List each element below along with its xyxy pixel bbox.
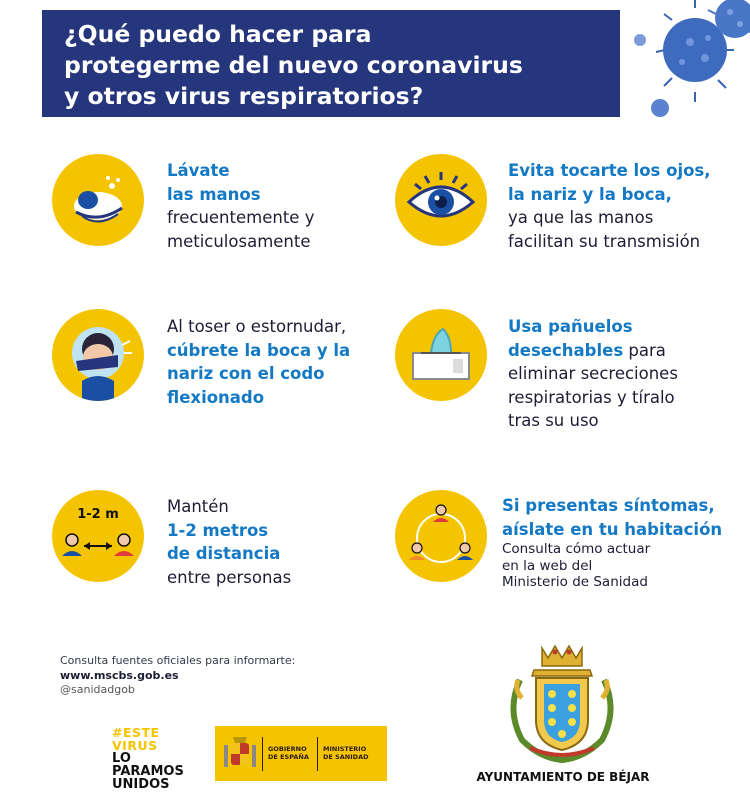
tip-wash-hands-text: [167, 159, 314, 253]
title-banner: [42, 10, 620, 117]
tip-normal: para: [623, 340, 666, 360]
gov-label: [268, 745, 309, 761]
tip-tissues-text: [508, 315, 678, 433]
tip-line: Consulta cómo actuar: [502, 541, 651, 557]
logo-divider: [317, 737, 318, 771]
ministry-website-link[interactable]: www.mscbs.gob.es: [60, 668, 179, 682]
tip-line: la nariz y la boca,: [508, 184, 672, 204]
ministry-social-handle[interactable]: @sanidadgob: [60, 683, 135, 696]
tip-line: ya que las manos: [508, 208, 654, 227]
tip-line: facilitan su transmisión: [508, 231, 701, 251]
tip-line: Al toser o estornudar,: [167, 317, 347, 336]
bejar-coat-of-arms-icon: [500, 640, 625, 765]
gov-label-1: GOBIERNO: [268, 745, 307, 753]
tip-avoid-face-text: [508, 159, 711, 253]
gov-label-2: DE ESPAÑA: [268, 753, 309, 761]
tip-line: aíslate en tu habitación: [502, 519, 723, 539]
distance-label: 1-2 m: [77, 507, 119, 522]
isolation-icon: [395, 490, 487, 582]
tip-cough-elbow-text: [167, 315, 350, 409]
tip-line: nariz con el codo: [167, 364, 325, 383]
title-line-1: ¿Qué puedo hacer para: [64, 20, 372, 48]
campaign-slogan-2: PARAMOS: [112, 764, 184, 779]
hand-washing-icon: [52, 154, 144, 246]
cough-elbow-icon: [52, 309, 144, 401]
eye-icon: [395, 154, 487, 246]
tip-line: de distancia: [167, 544, 281, 563]
ministry-label-1: MINISTERIO: [323, 745, 367, 753]
distance-icon: [52, 490, 144, 582]
tip-line: frecuentemente y: [167, 208, 315, 227]
tip-isolation-text: [502, 494, 722, 591]
tip-line: Ministerio de Sanidad: [502, 574, 648, 590]
title-line-3: y otros virus respiratorios?: [64, 82, 424, 110]
tip-distance-text: [167, 495, 291, 589]
spain-coat-of-arms-icon: [221, 733, 259, 775]
virus-decoration-icon: [620, 0, 750, 125]
campaign-hashtag: #ESTE: [112, 725, 160, 740]
campaign-slogan-3: UNIDOS: [112, 777, 170, 792]
tip-line: Usa pañuelos: [508, 317, 633, 336]
tip-line: entre personas: [167, 567, 292, 587]
tip-line: cúbrete la boca y la: [167, 340, 351, 360]
tip-line: meticulosamente: [167, 231, 311, 251]
campaign-hashtag-2: VIRUS: [112, 738, 158, 753]
tip-line: las manos: [167, 184, 261, 204]
official-sources: [60, 654, 295, 698]
title-line-2: protegerme del nuevo coronavirus: [64, 51, 523, 79]
tip-line: Mantén: [167, 497, 229, 516]
town-council-name: AYUNTAMIENTO DE BÉJAR: [476, 770, 650, 784]
campaign-logo: [112, 726, 207, 791]
tissue-box-icon: [395, 309, 487, 401]
campaign-slogan-1: LO: [112, 751, 131, 766]
sources-intro: Consulta fuentes oficiales para informarte:: [60, 654, 296, 667]
tip-line: Si presentas síntomas,: [502, 496, 715, 515]
tip-highlight: desechables: [508, 340, 624, 360]
tip-line: Lávate: [167, 161, 230, 180]
tip-line: eliminar secreciones: [508, 364, 678, 383]
tip-line-mixed: [508, 339, 678, 363]
tip-line: respiratorias y tíralo: [508, 387, 675, 407]
tip-line: 1-2 metros: [167, 520, 269, 540]
logo-divider: [262, 737, 263, 771]
ministry-label: [323, 745, 369, 761]
tip-line: Evita tocarte los ojos,: [508, 161, 711, 180]
ministry-label-2: DE SANIDAD: [323, 753, 369, 761]
tip-line: flexionado: [167, 387, 265, 407]
government-logo: [215, 726, 387, 781]
tip-line: tras su uso: [508, 411, 599, 430]
tip-line: en la web del: [502, 557, 593, 574]
